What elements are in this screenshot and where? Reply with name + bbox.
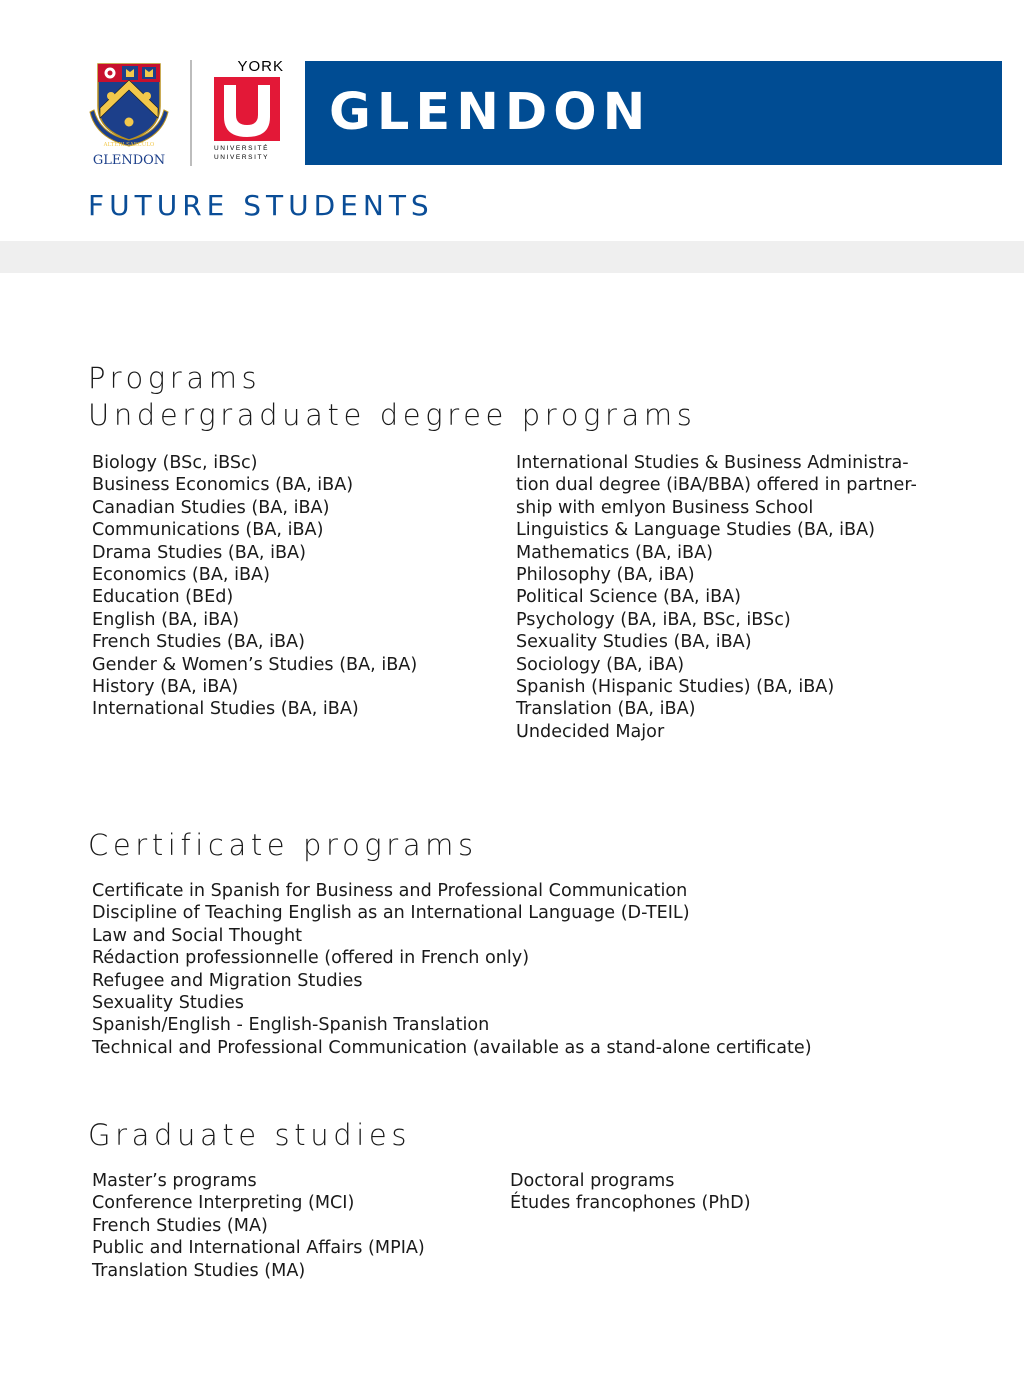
list-item: tion dual degree (iBA/BBA) offered in partner- <box>516 475 917 496</box>
york-logo-en: UNIVERSITY <box>214 154 270 161</box>
list-item: Spanish/English - English-Spanish Translation <box>92 1015 490 1036</box>
logo-divider <box>190 60 192 166</box>
undergrad-list-right <box>516 452 917 743</box>
crest-caption: GLENDON <box>92 153 166 168</box>
crest-motto: ALTERI SAECULO <box>103 142 155 148</box>
list-item: English (BA, iBA) <box>92 609 240 630</box>
list-item: Political Science (BA, iBA) <box>516 587 742 608</box>
glendon-crest-logo <box>86 60 172 168</box>
list-item: Refugee and Migration Studies <box>92 970 363 991</box>
list-item: Sexuality Studies <box>92 993 244 1014</box>
list-item: Spanish (Hispanic Studies) (BA, iBA) <box>516 677 835 698</box>
list-item: Études francophones (PhD) <box>510 1193 751 1214</box>
glendon-banner <box>305 61 1002 165</box>
list-item: Law and Social Thought <box>92 925 303 946</box>
graduate-list-left <box>92 1170 425 1282</box>
york-logo-fr: UNIVERSITÉ <box>214 145 270 152</box>
list-item: Rédaction professionnelle (offered in French only) <box>92 948 530 969</box>
york-logo-word: YORK <box>237 58 284 75</box>
undergrad-list-left <box>92 452 417 721</box>
list-item: Sociology (BA, iBA) <box>516 654 685 675</box>
list-item: Business Economics (BA, iBA) <box>92 475 354 496</box>
york-u-mark <box>214 77 280 195</box>
list-item: Biology (BSc, iBSc) <box>92 453 258 473</box>
list-item: Certificate in Spanish for Business and Professional Communication <box>92 881 688 901</box>
list-item: Public and International Affairs (MPIA) <box>92 1238 425 1259</box>
list-item: Translation Studies (MA) <box>92 1260 306 1281</box>
list-item: Economics (BA, iBA) <box>92 565 270 586</box>
list-item: Conference Interpreting (MCI) <box>92 1193 355 1214</box>
list-item: ship with emlyon Business School <box>516 497 814 518</box>
list-item: Philosophy (BA, iBA) <box>516 565 695 586</box>
york-university-logo <box>210 58 284 168</box>
list-item: International Studies (BA, iBA) <box>92 699 359 720</box>
certificate-list <box>92 880 812 1059</box>
graduate-list-right <box>510 1170 751 1215</box>
list-item: Education (BEd) <box>92 587 234 608</box>
list-item: History (BA, iBA) <box>92 677 239 698</box>
list-item: Psychology (BA, iBA, BSc, iBSc) <box>516 609 791 630</box>
list-item: Doctoral programs <box>510 1171 675 1191</box>
programs-heading: Programs <box>88 361 262 395</box>
list-item: Discipline of Teaching English as an International Language (D-TEIL) <box>92 903 690 924</box>
list-item: Technical and Professional Communication (available as a stand-alone certificate) <box>92 1037 812 1058</box>
list-item: French Studies (BA, iBA) <box>92 632 305 653</box>
certificate-heading: Certificate programs <box>88 828 478 862</box>
banner-title: GLENDON <box>329 83 652 142</box>
list-item: Undecided Major <box>516 721 665 742</box>
page-subtitle: FUTURE STUDENTS <box>88 189 434 222</box>
list-item: Canadian Studies (BA, iBA) <box>92 497 330 518</box>
list-item: Drama Studies (BA, iBA) <box>92 542 306 563</box>
list-item: Translation (BA, iBA) <box>516 699 696 720</box>
list-item: French Studies (MA) <box>92 1215 268 1236</box>
undergrad-heading: Undergraduate degree programs <box>88 398 697 432</box>
list-item: Communications (BA, iBA) <box>92 520 324 541</box>
graduate-heading: Graduate studies <box>88 1118 412 1152</box>
list-item: Sexuality Studies (BA, iBA) <box>516 632 752 653</box>
list-item: Gender & Women’s Studies (BA, iBA) <box>92 654 418 675</box>
header-divider-band <box>0 241 1024 273</box>
list-item: International Studies & Business Administra- <box>516 453 909 473</box>
list-item: Mathematics (BA, iBA) <box>516 542 713 563</box>
list-item: Linguistics & Language Studies (BA, iBA) <box>516 520 876 541</box>
list-item: Master’s programs <box>92 1171 257 1191</box>
